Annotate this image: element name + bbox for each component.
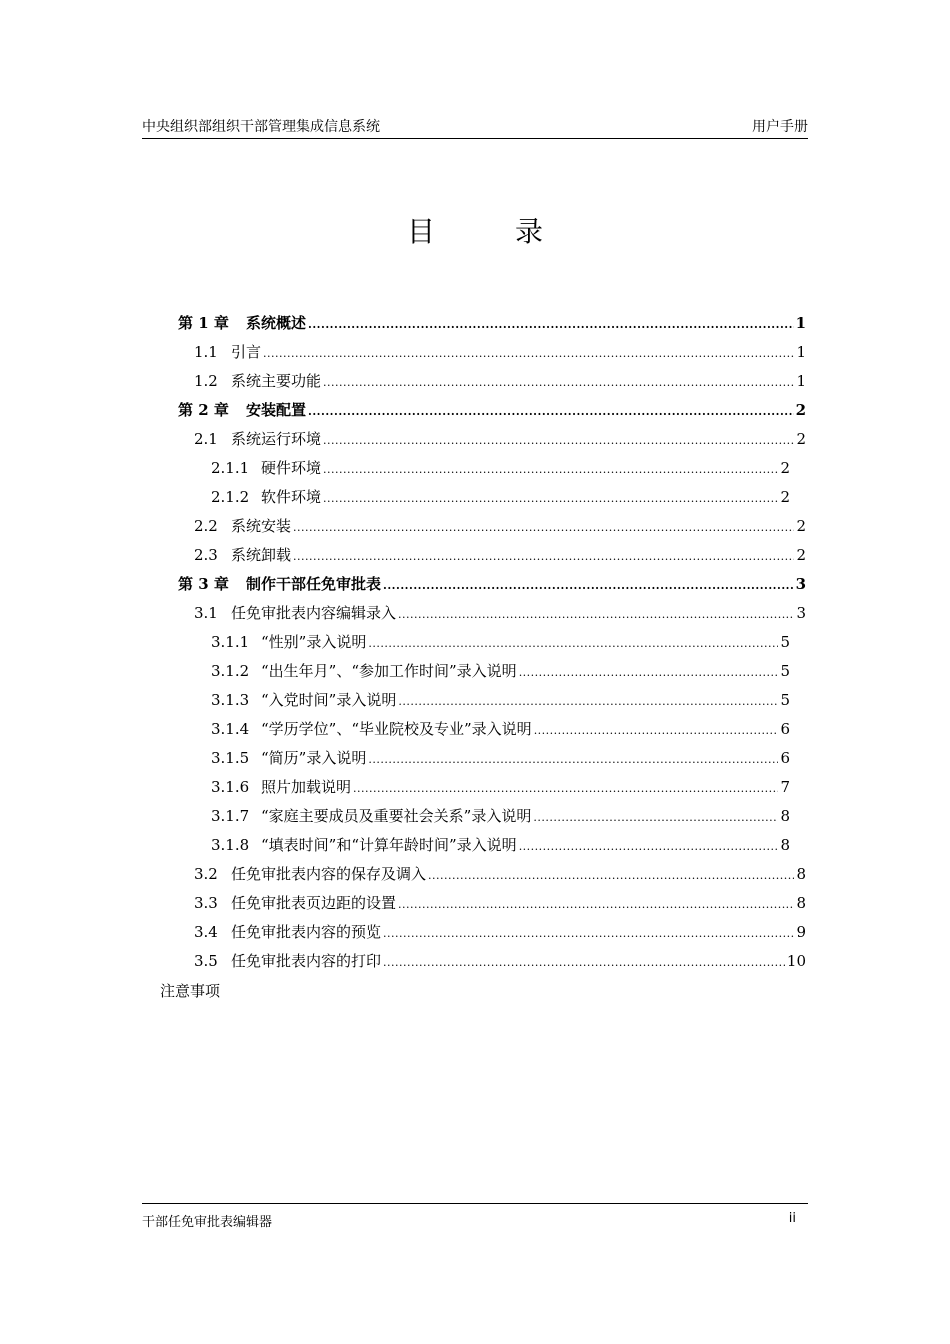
- toc-entry-number: 第 3 章: [178, 575, 229, 593]
- toc-dot-leader: [398, 898, 794, 911]
- toc-entry-number: 第 2 章: [178, 401, 229, 419]
- toc-entry-page: 8: [796, 894, 806, 912]
- toc-entry-label: 制作干部任免审批表: [246, 575, 382, 593]
- toc-entry-number: 2.1.2: [211, 488, 250, 506]
- toc-dot-leader: [519, 840, 779, 853]
- toc-entry-page: 8: [780, 836, 790, 854]
- toc-entry-label: 引言: [231, 343, 262, 361]
- toc-dot-leader: [383, 956, 785, 969]
- toc-dot-leader: [323, 376, 794, 389]
- toc-entry-label: “填表时间”和“计算年龄时间”录入说明: [261, 836, 517, 854]
- toc-entry-number: 2.3: [194, 546, 218, 564]
- toc-entry[interactable]: [211, 776, 790, 798]
- toc-entry-number: 2.2: [194, 517, 218, 535]
- toc-entry[interactable]: [211, 834, 790, 856]
- toc-dot-leader: [263, 347, 794, 360]
- toc-entry[interactable]: [211, 747, 790, 769]
- toc-entry-number: 3.1.7: [211, 807, 250, 825]
- toc-entry[interactable]: [194, 921, 806, 943]
- toc-entry-page: 1: [796, 372, 806, 390]
- toc-entry-page: 7: [780, 778, 790, 796]
- toc-dot-leader: [323, 492, 778, 505]
- toc-entry-number: 3.1.1: [211, 633, 250, 651]
- toc-entry-label: “家庭主要成员及重要社会关系”录入说明: [261, 807, 532, 825]
- toc-entry-number: 3.1: [194, 604, 218, 622]
- toc-entry[interactable]: [211, 718, 790, 740]
- toc-entry-page: 5: [780, 662, 790, 680]
- toc-entry-number: 3.3: [194, 894, 218, 912]
- toc-entry-number: 1.1: [194, 343, 218, 361]
- toc-entry-label: “性别”录入说明: [261, 633, 367, 651]
- toc-entry[interactable]: [178, 573, 806, 595]
- toc-entry-number: 3.5: [194, 952, 218, 970]
- toc-dot-leader: [383, 579, 794, 592]
- toc-entry[interactable]: [211, 457, 790, 479]
- toc-entry-number: 2.1.1: [211, 459, 250, 477]
- toc-entry-number: 3.2: [194, 865, 218, 883]
- toc-entry[interactable]: [178, 312, 806, 334]
- toc-entry-label: 系统卸载: [231, 546, 292, 564]
- toc-entry-page: 9: [796, 923, 806, 941]
- toc-entry-label: 系统主要功能: [231, 372, 322, 390]
- toc-dot-leader: [308, 405, 794, 418]
- toc-entry-label: “学历学位”、“毕业院校及专业”录入说明: [261, 720, 532, 738]
- toc-entry-page: 2: [795, 401, 806, 419]
- header-system-name: 中央组织部组织干部管理集成信息系统: [142, 119, 380, 135]
- toc-entry-page: 1: [796, 343, 806, 361]
- toc-dot-leader: [383, 927, 794, 940]
- toc-dot-leader: [323, 434, 794, 447]
- toc-entry-page: 1: [795, 314, 806, 332]
- toc-entry-label: 系统概述: [246, 314, 307, 332]
- toc-dot-leader: [398, 695, 778, 708]
- toc-dot-leader: [534, 724, 779, 737]
- toc-entry-page: 2: [796, 517, 806, 535]
- toc-entry[interactable]: [194, 370, 806, 392]
- toc-dot-leader: [533, 811, 778, 824]
- page-footer: [142, 1203, 808, 1228]
- toc-entry-number: 1.2: [194, 372, 218, 390]
- page-header: [142, 116, 808, 139]
- toc-dot-leader: [353, 782, 778, 795]
- toc-entry-page: 8: [780, 807, 790, 825]
- toc-dot-leader: [293, 550, 794, 563]
- toc-entry-label: “出生年月”、“参加工作时间”录入说明: [261, 662, 517, 680]
- toc-entry-number: 2.1: [194, 430, 218, 448]
- toc-entry-page: 5: [780, 691, 790, 709]
- toc-entry[interactable]: [194, 428, 806, 450]
- toc-entry[interactable]: [194, 341, 806, 363]
- toc-entry-page: 2: [796, 546, 806, 564]
- toc-entry-page: 8: [796, 865, 806, 883]
- toc-entry-page: 6: [780, 720, 790, 738]
- toc-dot-leader: [308, 318, 794, 331]
- toc-entry-number: 3.1.5: [211, 749, 250, 767]
- toc-entry[interactable]: [194, 515, 806, 537]
- toc-entry[interactable]: [178, 399, 806, 421]
- toc-entry-page: 2: [780, 459, 790, 477]
- toc-entry-page: 2: [796, 430, 806, 448]
- toc-entry[interactable]: [211, 631, 790, 653]
- toc-dot-leader: [293, 521, 794, 534]
- toc-entry[interactable]: [194, 950, 806, 972]
- toc-entry-label: 任免审批表内容的打印: [231, 952, 382, 970]
- toc-entry-label: 任免审批表内容的保存及调入: [231, 865, 427, 883]
- toc-entry-number: 3.1.6: [211, 778, 250, 796]
- toc-entry-number: 3.1.8: [211, 836, 250, 854]
- toc-entry-label: 安装配置: [246, 401, 307, 419]
- toc-entry-page: 3: [796, 604, 806, 622]
- toc-entry-number: 3.1.2: [211, 662, 250, 680]
- toc-entry-page: 3: [795, 575, 806, 593]
- toc-dot-leader: [323, 463, 778, 476]
- toc-entry-page: 6: [780, 749, 790, 767]
- toc-entry[interactable]: [211, 689, 790, 711]
- toc-entry-page: 2: [780, 488, 790, 506]
- toc-entry-label: 硬件环境: [261, 459, 322, 477]
- toc-entry-label: 任免审批表内容的预览: [231, 923, 382, 941]
- toc-entry[interactable]: [194, 544, 806, 566]
- toc-entry[interactable]: [211, 805, 790, 827]
- toc-entry-label: 软件环境: [261, 488, 322, 506]
- toc-entry-number: 3.4: [194, 923, 218, 941]
- toc-dot-leader: [428, 869, 794, 882]
- notes-heading[interactable]: 注意事项: [160, 982, 221, 1000]
- toc-entry[interactable]: [194, 863, 806, 885]
- toc-entry-page: 5: [780, 633, 790, 651]
- toc-dot-leader: [368, 637, 778, 650]
- footer-doc-name: 干部任免审批表编辑器: [142, 1215, 273, 1230]
- toc-entry-label: 系统运行环境: [231, 430, 322, 448]
- toc-entry-label: 任免审批表内容编辑录入: [231, 604, 397, 622]
- toc-dot-leader: [368, 753, 778, 766]
- toc-entry[interactable]: [211, 660, 790, 682]
- header-doc-type: 用户手册: [752, 119, 808, 135]
- toc-entry[interactable]: [211, 486, 790, 508]
- toc-entry-number: 3.1.4: [211, 720, 250, 738]
- toc-entry-label: 系统安装: [231, 517, 292, 535]
- toc-dot-leader: [519, 666, 779, 679]
- toc-title: 目录: [406, 215, 623, 248]
- toc-entry-label: “入党时间”录入说明: [261, 691, 397, 709]
- toc-entry-label: “简历”录入说明: [261, 749, 367, 767]
- toc-entry-label: 任免审批表页边距的设置: [231, 894, 397, 912]
- toc-entry-page: 10: [786, 952, 806, 970]
- toc-entry[interactable]: [194, 602, 806, 624]
- toc-entry-label: 照片加载说明: [261, 778, 352, 796]
- toc-dot-leader: [398, 608, 794, 621]
- toc-entry-number: 3.1.3: [211, 691, 250, 709]
- toc-entry[interactable]: [194, 892, 806, 914]
- toc-entry-number: 第 1 章: [178, 314, 229, 332]
- footer-page-number: ii: [788, 1211, 796, 1226]
